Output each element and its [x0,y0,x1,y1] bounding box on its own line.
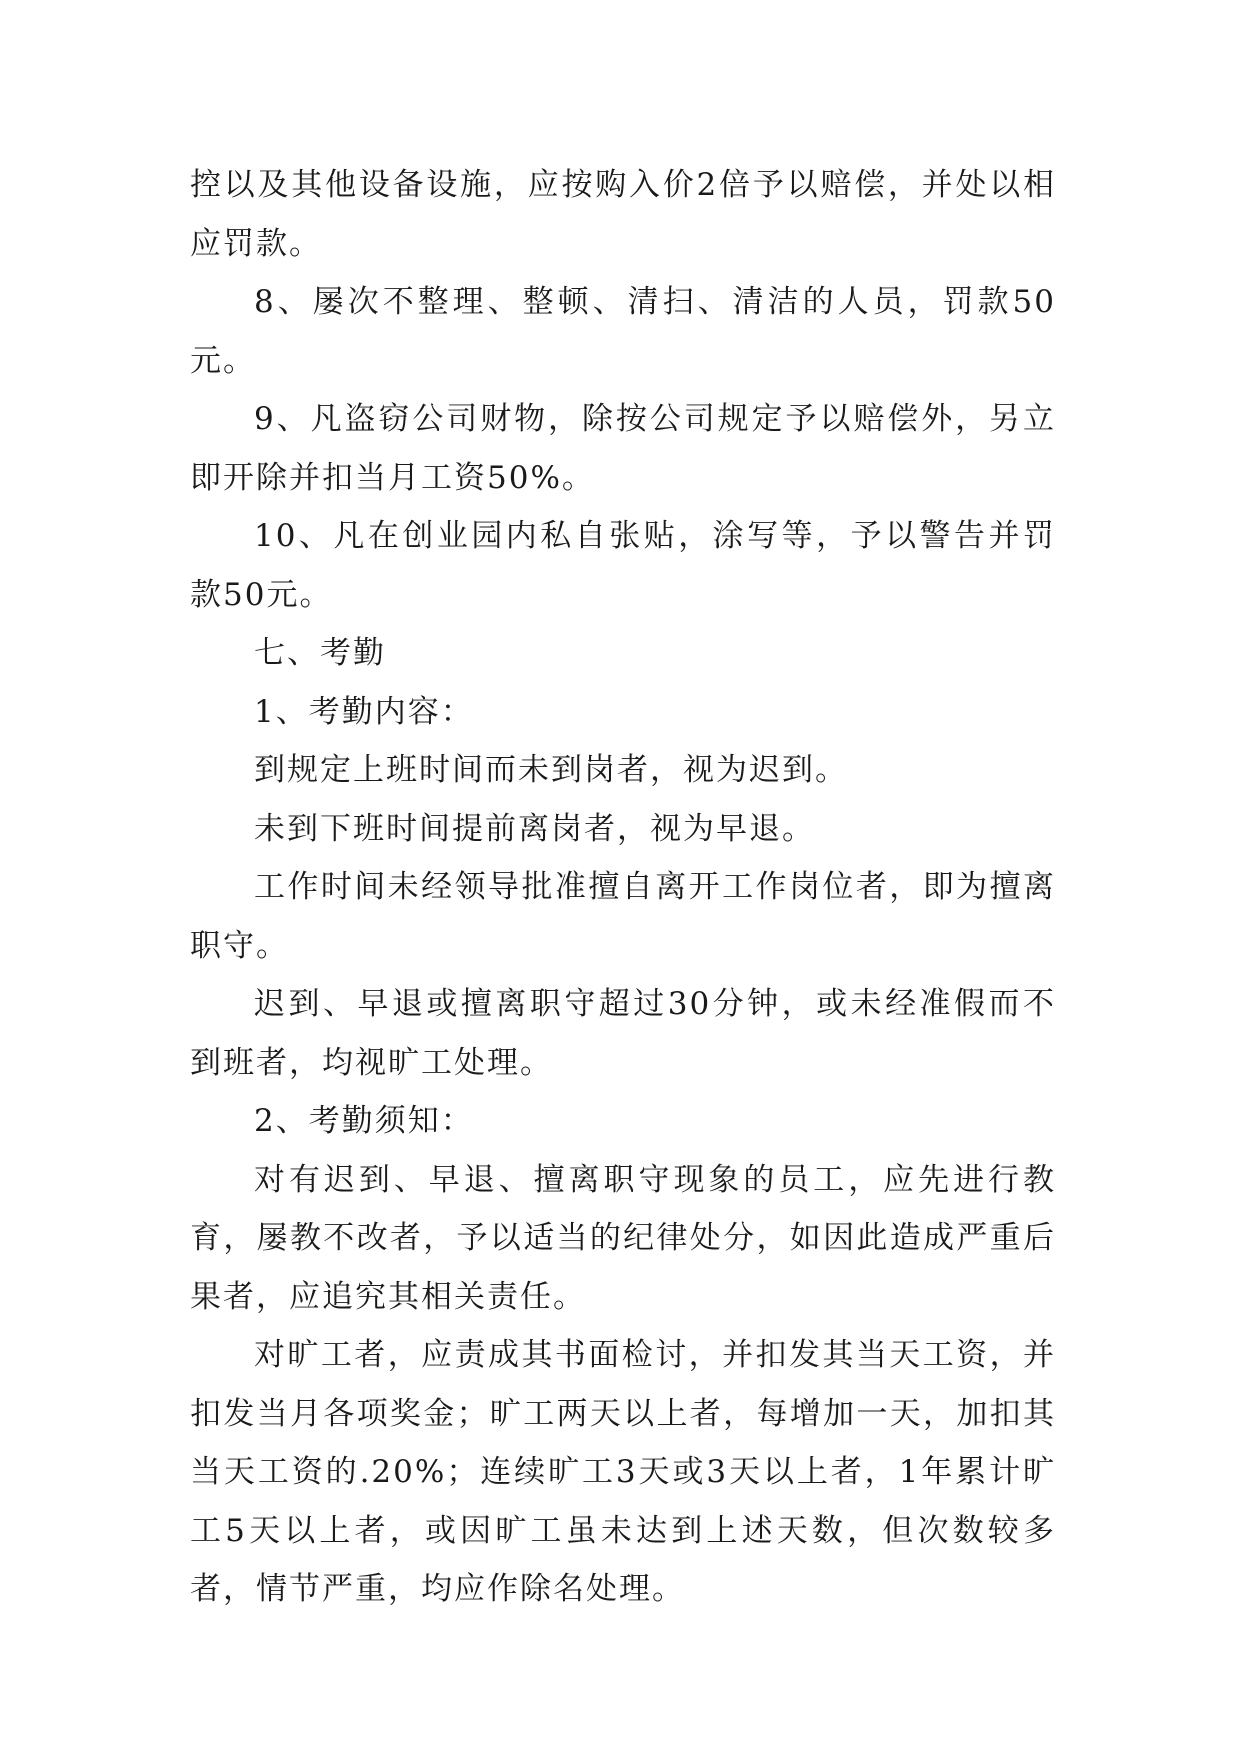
paragraph-absent-post-definition: 工作时间未经领导批准擅自离开工作岗位者，即为擅离职守。 [190,869,1056,964]
paragraph-rule-10: 10、凡在创业园内私自张贴，涂写等，予以警告并罚款50元。 [190,518,1056,613]
paragraph-absenteeism-definition: 迟到、早退或擅离职守超过30分钟，或未经准假而不到班者，均视旷工处理。 [190,986,1056,1081]
paragraph-continuation-compensation: 控以及其他设备设施，应按购入价2倍予以赔偿，并处以相应罚款。 [190,167,1056,262]
subheading-attendance-notes: 2、考勤须知： [254,1103,474,1139]
paragraph-rule-8: 8、屡次不整理、整顿、清扫、清洁的人员，罚款50元。 [190,284,1056,379]
paragraph-early-leave-definition: 未到下班时间提前离岗者，视为早退。 [254,810,815,847]
paragraph-late-definition: 到规定上班时间而未到岗者，视为迟到。 [254,752,848,788]
section-heading-attendance: 七、考勤 [254,635,386,671]
paragraph-absenteeism-penalty: 对旷工者，应责成其书面检讨，并扣发其当天工资，并扣发当月各项奖金；旷工两天以上者，每增加一天，加扣其当天工资的.20%；连续旷工3天或3天以上者，1年累计旷工5天以上者，或因旷工虽未达到上述天数，但次数较多者，情节严重，均应作除名处理。 [190,1337,1056,1607]
document-body [190,156,1056,1619]
paragraph-discipline-education: 对有迟到、早退、擅离职守现象的员工，应先进行教育，屡教不改者，予以适当的纪律处分，如因此造成严重后果者，应追究其相关责任。 [190,1161,1056,1315]
paragraph-rule-9: 9、凡盗窃公司财物，除按公司规定予以赔偿外，另立即开除并扣当月工资50%。 [190,401,1056,496]
subheading-attendance-content: 1、考勤内容： [254,693,474,730]
